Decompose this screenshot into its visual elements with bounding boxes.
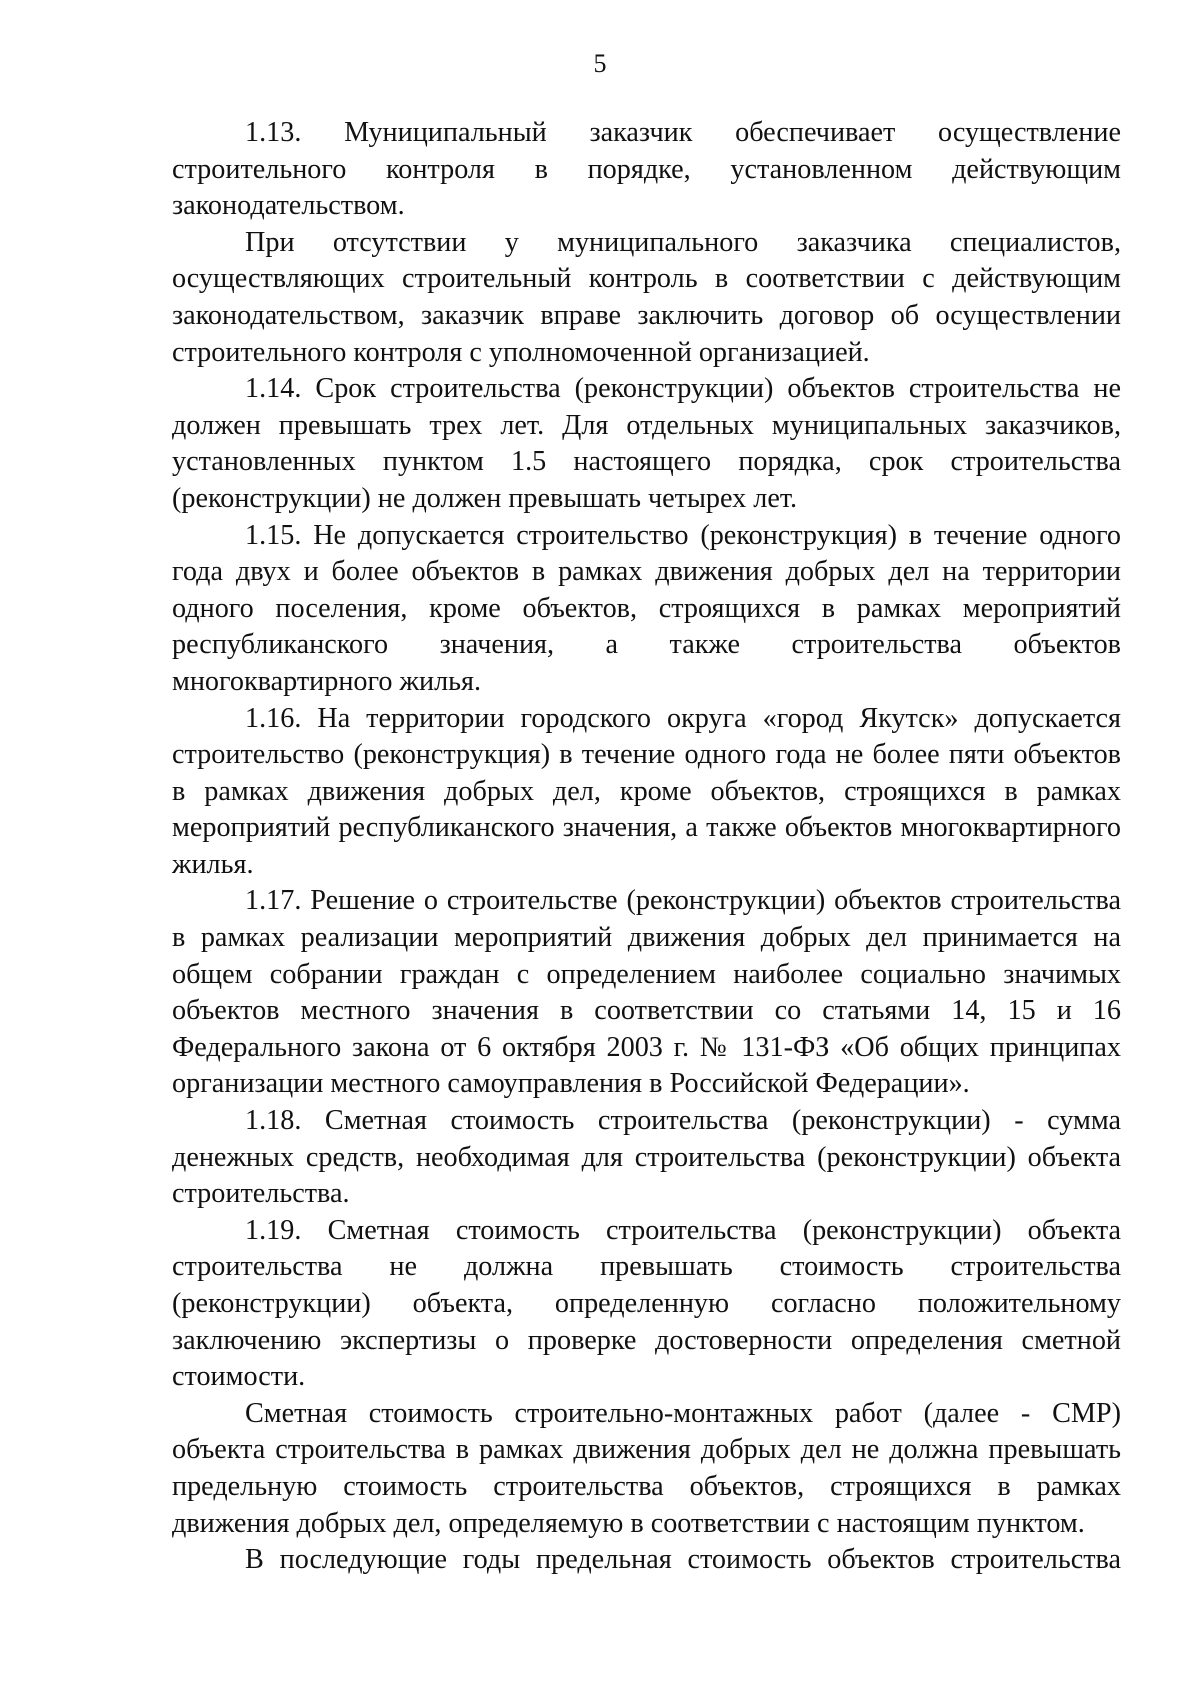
paragraph-1-15: 1.15. Не допускается строительство (реконструкция) в течение одного года двух и более объектов в рамках движения добрых дел на территории одного поселения, кроме объектов, строящихся в рамках мероприятий республиканского значения, а также строительства объектов многоквартирного жилья.	[172, 519, 1121, 697]
paragraph-1-13: 1.13. Муниципальный заказчик обеспечивает осуществление строительного контроля в порядке, установленном действующим законодательством.	[172, 117, 1121, 222]
document-body	[172, 115, 1121, 1579]
paragraph-1-18: 1.18. Сметная стоимость строительства (реконструкции) - сумма денежных средств, необходимая для строительства (реконструкции) объекта строительства.	[172, 1105, 1121, 1210]
paragraph-smr-cost: Сметная стоимость строительно-монтажных работ (далее - СМР) объекта строительства в рамках движения добрых дел не должна превышать предельную стоимость строительства объектов, строящихся в рамках движения добрых дел, определяемую в соответствии с настоящим пунктом.	[172, 1397, 1121, 1539]
page-number: 5	[593, 49, 607, 78]
paragraph-1-19: 1.19. Сметная стоимость строительства (реконструкции) объекта строительства не должна превышать стоимость строительства (реконструкции) объекта, определенную согласно положительному заключению экспертизы о проверке достоверности определения сметной стоимости.	[172, 1214, 1121, 1393]
paragraph-1-14: 1.14. Срок строительства (реконструкции) объектов строительства не должен превышать трех лет. Для отдельных муниципальных заказчиков, установленных пунктом 1.5 настоящего порядка, срок строительства (реконструкции) не должен превышать четырех лет.	[172, 373, 1121, 514]
paragraph-1-13-continuation: При отсутствии у муниципального заказчика специалистов, осуществляющих строительный контроль в соответствии с действующим законодательством, заказчик вправе заключить договор об осуществлении строительного контроля с уполномоченной организацией.	[172, 226, 1121, 368]
paragraph-following-years: В последующие годы предельная стоимость объектов строительства	[245, 1544, 1121, 1576]
paragraph-1-16: 1.16. На территории городского округа «город Якутск» допускается строительство (реконструкция) в течение одного года не более пяти объектов в рамках движения добрых дел, кроме объектов, строящихся в рамках мероприятий республиканского значения, а также объектов многоквартирного жилья.	[172, 702, 1121, 880]
paragraph-1-17: 1.17. Решение о строительстве (реконструкции) объектов строительства в рамках реализации мероприятий движения добрых дел принимается на общем собрании граждан с определением наиболее социально значимых объектов местного значения в соответствии со статьями 14, 15 и 16 Федерального закона от 6 октября 2003 г. № 131-ФЗ «Об общих принципах организации местного самоуправления в Российской Федерации».	[172, 885, 1121, 1100]
